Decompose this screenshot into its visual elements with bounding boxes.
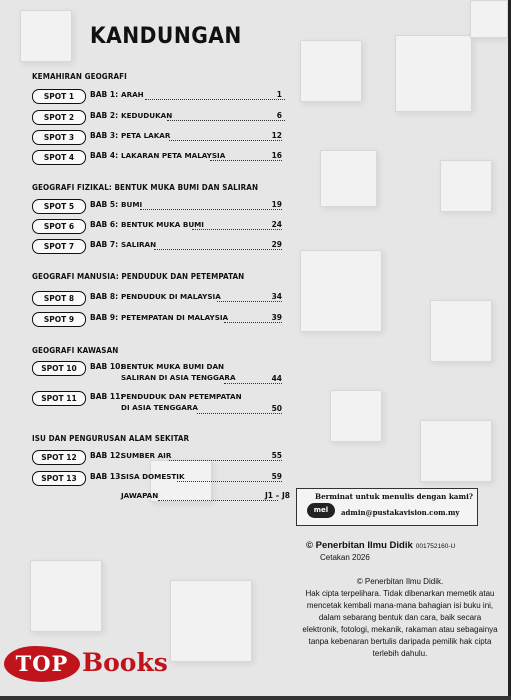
section-heading: KEMAHIRAN GEOGRAFI	[32, 72, 127, 81]
bab-label: BAB 4:	[90, 151, 119, 160]
toc-row-jawapan[interactable]	[32, 490, 290, 506]
jawapan-label: JAWAPAN	[121, 491, 159, 500]
toc-row[interactable]	[32, 110, 282, 126]
chapter-title: SUMBER AIR	[121, 451, 172, 460]
toc-row[interactable]	[32, 219, 282, 235]
bab-label: BAB 1:	[90, 90, 119, 99]
bab-label: BAB 6:	[90, 220, 119, 229]
toc-row[interactable]	[32, 391, 282, 417]
chapter-title: PENDUDUK DI MALAYSIA	[121, 292, 221, 301]
bab-label: BAB 8:	[90, 292, 119, 301]
section-heading: ISU DAN PENGURUSAN ALAM SEKITAR	[32, 434, 190, 443]
email-icon: mel	[307, 503, 335, 518]
toc-row[interactable]	[32, 130, 282, 146]
bab-label: BAB 9:	[90, 313, 119, 322]
chapter-title: BENTUK MUKA BUMI DAN	[121, 362, 225, 371]
page-number: 50	[271, 404, 282, 413]
publisher-line	[306, 540, 455, 551]
spot-badge: SPOT 5	[32, 199, 86, 214]
toc-row[interactable]	[32, 199, 282, 215]
bg-square	[420, 420, 492, 482]
page-number: 55	[271, 451, 282, 460]
bab-label: BAB 13:	[90, 472, 124, 481]
page-number: 6	[276, 111, 282, 120]
spot-badge: SPOT 1	[32, 89, 86, 104]
page-number: 34	[271, 292, 282, 301]
spot-badge: SPOT 3	[32, 130, 86, 145]
logo-top-text: TOP	[4, 646, 80, 682]
bg-square	[395, 35, 472, 112]
leader-dots	[140, 208, 282, 210]
bab-label: BAB 7:	[90, 240, 119, 249]
chapter-title: LAKARAN PETA MALAYSIA	[121, 151, 226, 160]
chapter-title: PENDUDUK DAN PETEMPATAN	[121, 392, 242, 401]
toc-row[interactable]	[32, 150, 282, 166]
chapter-title: PETEMPATAN DI MALAYSIA	[121, 313, 229, 322]
page-number: 19	[271, 200, 282, 209]
chapter-title: PETA LAKAR	[121, 131, 171, 140]
email-prompt: Berminat untuk menulis dengan kami?	[315, 492, 474, 501]
leader-dots	[192, 228, 282, 230]
spot-badge: SPOT 12	[32, 450, 86, 465]
leader-dots	[145, 98, 285, 100]
copyright-notice	[300, 576, 500, 660]
chapter-title: ARAH	[121, 90, 144, 99]
bab-label: BAB 2:	[90, 111, 119, 120]
toc-row[interactable]	[32, 450, 282, 466]
leader-dots	[197, 412, 282, 414]
spot-badge: SPOT 2	[32, 110, 86, 125]
page-number: J1 – J8	[265, 491, 290, 500]
page-number: 16	[271, 151, 282, 160]
chapter-title-line2: SALIRAN DI ASIA TENGGARA	[121, 373, 236, 382]
bg-square	[30, 560, 102, 632]
chapter-title: SALIRAN	[121, 240, 157, 249]
bg-square	[430, 300, 492, 362]
toc-row[interactable]	[32, 291, 282, 307]
page-number: 59	[271, 472, 282, 481]
toc-row[interactable]	[32, 471, 282, 487]
toc-row[interactable]	[32, 361, 282, 387]
bg-square	[470, 0, 508, 38]
leader-dots	[154, 248, 282, 250]
bg-square	[330, 390, 382, 442]
spot-badge: SPOT 13	[32, 471, 86, 486]
topbooks-logo	[4, 646, 186, 686]
copyright-body: Hak cipta terpelihara. Tidak dibenarkan memetik atau mencetak kembali mana-mana bahagian isi buku ini, dalam sebarang bentuk dan cara, baik secara elektronik, fotologi, mekanik, rakaman atau sebagainya tanpa kebenaran bertulis daripada pemilik hak cipta terlebih dahulu.	[302, 589, 498, 658]
spot-badge: SPOT 8	[32, 291, 86, 306]
spot-badge: SPOT 10	[32, 361, 86, 376]
spot-badge: SPOT 7	[32, 239, 86, 254]
chapter-title: KEDUDUKAN	[121, 111, 173, 120]
bab-label: BAB 12:	[90, 451, 124, 460]
page-number: 29	[271, 240, 282, 249]
logo-books-text: Books	[82, 648, 168, 677]
bab-label: BAB 10:	[90, 362, 124, 371]
spot-badge: SPOT 9	[32, 312, 86, 327]
chapter-title: BENTUK MUKA BUMI	[121, 220, 204, 229]
chapter-title: SISA DOMESTIK	[121, 472, 185, 481]
bg-square	[300, 250, 382, 332]
leader-dots	[177, 480, 282, 482]
section-heading: GEOGRAFI MANUSIA: PENDUDUK DAN PETEMPATAN	[32, 272, 245, 281]
page-number: 24	[271, 220, 282, 229]
page-number: 12	[271, 131, 282, 140]
bg-square	[440, 160, 492, 212]
bab-label: BAB 5:	[90, 200, 119, 209]
toc-row[interactable]	[32, 239, 282, 255]
section-heading: GEOGRAFI FIZIKAL: BENTUK MUKA BUMI DAN SALIRAN	[32, 183, 259, 192]
spot-badge: SPOT 6	[32, 219, 86, 234]
bab-label: BAB 11:	[90, 392, 124, 401]
bab-label: BAB 3:	[90, 131, 119, 140]
email-address[interactable]: admin@pustakavision.com.my	[341, 508, 460, 517]
scan-edge	[0, 696, 511, 700]
leader-dots	[169, 139, 282, 141]
leader-dots	[167, 119, 285, 121]
bg-square	[20, 10, 72, 62]
spot-badge: SPOT 11	[32, 391, 86, 406]
page-number: 44	[271, 374, 282, 383]
chapter-title: BUMI	[121, 200, 143, 209]
spot-badge: SPOT 4	[32, 150, 86, 165]
publisher-reg: 001752160-U	[415, 543, 456, 550]
toc-row[interactable]	[32, 89, 282, 105]
bg-square	[320, 150, 377, 207]
page-number: 1	[276, 90, 282, 99]
copyright-title: © Penerbitan Ilmu Didik.	[356, 577, 444, 586]
toc-row[interactable]	[32, 312, 282, 328]
leader-dots	[169, 459, 282, 461]
page-number: 39	[271, 313, 282, 322]
edition-line: Cetakan 2026	[320, 553, 370, 562]
publisher-name: © Penerbitan Ilmu Didik	[306, 540, 413, 551]
page-title: KANDUNGAN	[90, 24, 242, 49]
email-box	[296, 488, 478, 526]
chapter-title-line2: DI ASIA TENGGARA	[121, 403, 198, 412]
bg-square	[300, 40, 362, 102]
leader-dots	[158, 499, 278, 501]
section-heading: GEOGRAFI KAWASAN	[32, 346, 119, 355]
